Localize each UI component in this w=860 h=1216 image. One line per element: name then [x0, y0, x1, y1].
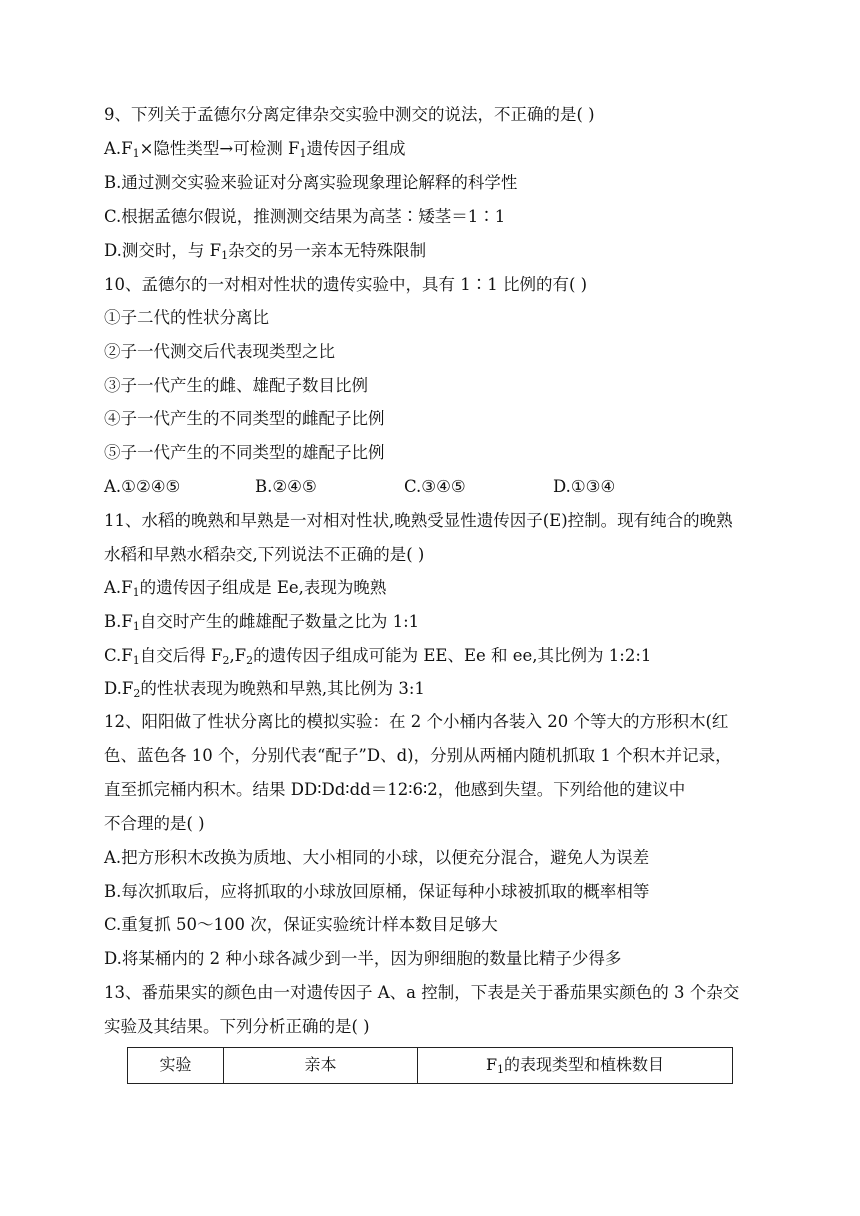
q11-option-a: $A.F_1$的遗传因子组成是 Ee,表现为晚熟	[104, 578, 387, 599]
q10-choice-d: D.①③④	[553, 477, 616, 496]
q10-item-4: ④子一代产生的不同类型的雌配子比例	[104, 409, 385, 428]
q12-option-a: A.把方形积木改换为质地、大小相同的小球，以便充分混合，避免人为误差	[104, 848, 650, 867]
q11-stem-line-1: 11、水稻的晚熟和早熟是一对相对性状,晚熟受显性遗传因子(E)控制。现有纯合的晚熟	[104, 511, 733, 530]
q10-choice-b: B.②④⑤	[255, 477, 317, 496]
q12-stem-line-4: 不合理的是( )	[104, 814, 205, 833]
q10-item-2: ②子一代测交后代表现类型之比	[104, 342, 335, 361]
q12-stem-line-3: 直至抓完桶内积木。结果 DD∶Dd∶dd＝12∶6∶2，他感到失望。下列给他的建议中	[104, 780, 686, 799]
table-header-parents: 亲本	[224, 1048, 418, 1084]
q9-option-c: C.根据孟德尔假说，推测测交结果为高茎∶矮茎＝1∶1	[104, 207, 506, 226]
table-header-row	[128, 1048, 733, 1084]
table-header-f1-phenotype: $F_1$的表现类型和植株数目	[418, 1048, 733, 1084]
q9-option-d: D.测交时，与 $F_1$杂交的另一亲本无特殊限制	[104, 241, 427, 262]
q12-option-c: C.重复抓 50～100 次，保证实验统计样本数目足够大	[104, 915, 498, 934]
q13-table	[127, 1047, 733, 1084]
q11-option-d: $D.F_2$的性状表现为晚熟和早熟,其比例为 3:1	[104, 679, 425, 700]
q13-stem-line-1: 13、番茄果实的颜色由一对遗传因子 A、a 控制，下表是关于番茄果实颜色的 3 个杂交	[104, 983, 740, 1002]
q10-item-5: ⑤子一代产生的不同类型的雄配子比例	[104, 443, 385, 462]
q10-choice-a: A.①②④⑤	[104, 477, 181, 496]
q10-item-1: ①子二代的性状分离比	[104, 308, 269, 327]
q11-option-b: $B.F_1$自交时产生的雌雄配子数量之比为 1:1	[104, 612, 420, 633]
q9-stem: 9、下列关于孟德尔分离定律杂交实验中测交的说法，不正确的是( )	[104, 105, 595, 124]
q10-stem: 10、孟德尔的一对相对性状的遗传实验中，具有 1∶1 比例的有( )	[104, 275, 588, 294]
q11-stem-line-2: 水稻和早熟水稻杂交,下列说法不正确的是( )	[104, 545, 425, 564]
q12-option-b: B.每次抓取后，应将抓取的小球放回原桶，保证每种小球被抓取的概率相等	[104, 882, 650, 901]
table-header-experiment: 实验	[128, 1048, 224, 1084]
q9-option-a: $A.F_1\times$隐性类型→可检测 $F_1$遗传因子组成	[104, 139, 406, 160]
q9-option-b: B.通过测交实验来验证对分离实验现象理论解释的科学性	[104, 173, 518, 192]
q12-stem-line-2: 色、蓝色各 10 个，分别代表“配子”D、d)，分别从两桶内随机抓取 1 个积木并记录，	[104, 746, 732, 765]
q12-stem-line-1: 12、阳阳做了性状分离比的模拟实验：在 2 个小桶内各装入 20 个等大的方形积木(红	[104, 712, 729, 731]
q11-option-c: $C.F_1$自交后得 $F_2,F_2$的遗传因子组成可能为 EE、Ee 和 ee,其比例为 1:2:1	[104, 646, 652, 667]
q10-choice-c: C.③④⑤	[404, 477, 466, 496]
q10-item-3: ③子一代产生的雌、雄配子数目比例	[104, 376, 368, 395]
q12-option-d: D.将某桶内的 2 种小球各减少到一半，因为卵细胞的数量比精子少得多	[104, 949, 622, 968]
q13-stem-line-2: 实验及其结果。下列分析正确的是( )	[104, 1017, 370, 1036]
